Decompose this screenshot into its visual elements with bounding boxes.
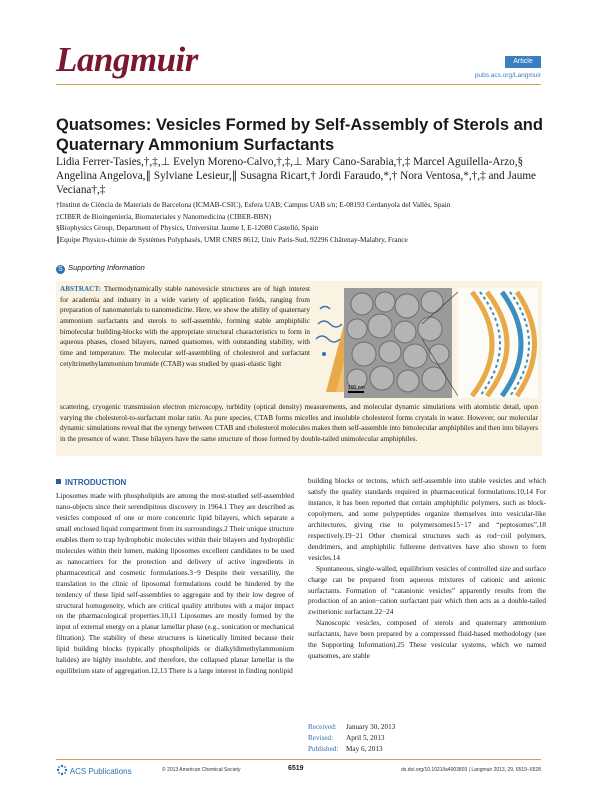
paragraph: Nanoscopic vesicles, composed of sterols and quaternary ammonium surfactants, have been prepared by a compressed fluid-based methodology (see the Supporting Information).25 These vesicular systems, which we named quatsomes, are stable [308, 619, 546, 661]
section-heading-introduction [56, 478, 126, 487]
acs-publications-logo[interactable] [56, 764, 132, 776]
publication-dates [308, 722, 395, 754]
abstract-part2: scattering, cryogenic transmission electron microscopy, turbidity (optical density) measurements, and molecular dynamic simulations with atomistic detail, upon varying the cholesterol-to-surfactant molar ratio. As pure species, CTAB forms micelles and insoluble cholesterol forms crystals in water. However, our molecular dynamic simulations reveal that the synergy between CTAB and cholesterol molecules makes them self-assemble into bimolecular amphiphiles and then into bilayers in the presence of water. These bilayers have the same structure of those formed by double-tailed unimolecular amphiphiles. [60, 403, 538, 443]
article-title: Quatsomes: Vesicles Formed by Self-Assembly of Sterols and Quaternary Ammonium Surfactants [56, 116, 543, 154]
header-divider [56, 84, 541, 85]
toc-graphic [312, 284, 540, 401]
paragraph: Liposomes made with phospholipids are among the most-studied self-assembled nano-objects since their serendipitous discovery in 1964.1 They are described as vesicles composed of one or more concentric lipid bilayers, which separate a small enclosed liquid compartment from its surroundings.2 Their unique structure enables them to trap hydrophobic molecules within their bilayers and hydrophilic molecules within their lumen, making liposomes excellent candidates to be used as nanocarriers for the protection and delivery of active ingredients in pharmaceutical and cosmetic formulations.3−9 Despite their versatility, the translation to the clinic of liposomal formulations could be hindered by the tendency of these lipid self-assemblies to aggregate and by their low degree of structural homogeneity, which are critical quality attributes with a major impact on the pharmacological properties.10,11 Liposomes are mostly formed by the input of external energy on a planar lamellar phase (e.g., sonication or mechanical filtration). The stability of these structures is kinetically limited because their lipid building blocks (typically phospholipids or dialkyldimethylammonium halides) are highly insoluble, and therefore, the collapsed planar lamellar is the equilibrium state of aggregation.12,13 There is a large interest in finding nonlipid [56, 492, 295, 676]
scale-bar-label: 100 nm [348, 385, 365, 391]
article-type-badge: Article [505, 56, 541, 68]
date-label: Revised: [308, 733, 334, 742]
supporting-info-link[interactable] [56, 263, 145, 274]
date-value: January 30, 2013 [346, 723, 396, 731]
supporting-info-label: Supporting Information [68, 263, 145, 272]
date-row [308, 733, 395, 744]
date-value: May 6, 2013 [346, 744, 383, 753]
publisher-name: ACS Publications [69, 767, 132, 776]
journal-url[interactable]: pubs.acs.org/Langmuir [474, 72, 541, 79]
copyright: © 2013 American Chemical Society [162, 767, 241, 773]
author-list: Lidia Ferrer-Tasies,†,‡,⊥ Evelyn Moreno-Calvo,†,‡,⊥ Mary Cano-Sarabia,†,‡ Marcel Aguilella-Arzo,§ Angelina Angelova,∥ Sylviane Lesieur,∥ Susagna Ricart,† Jordi Faraudo,*,† Nora Ventosa,*,†,‡ and Jaume Veciana†,‡ [56, 156, 536, 196]
date-row [308, 744, 395, 755]
acs-logo-icon [56, 764, 68, 776]
doi-citation[interactable]: dx.doi.org/10.1021/la4003803 | Langmuir 2013, 29, 6519−6528 [401, 767, 541, 773]
paragraph: building blocks or tectons, which self-assemble into stable vesicles and which satisfy the quality standards required in pharmaceutical formulations.10,14 For instance, it has been reported that certain amphiphilic polymers, such as block-copolymers, and some polypeptides organize themselves into vesicular-like architectures, giving rise to polymersomes15−17 and “peptosomes”,18 respectively.19−21 Other chemical structures such as rod−coil polymers, dendrimers, and amphiphilic fullerene derivatives have also shown to form vesicles.14 [308, 477, 546, 562]
affiliation: §Biophysics Group, Department of Physics, Universitat Jaume I, E-12080 Castelló, Spain [56, 223, 319, 233]
body-column-right [308, 476, 546, 662]
date-value: April 5, 2013 [346, 733, 385, 742]
abstract-label: ABSTRACT: [60, 285, 102, 293]
affiliations [56, 199, 546, 245]
section-heading-label: INTRODUCTION [65, 478, 127, 487]
date-label: Received: [308, 723, 337, 731]
abstract-part1 [60, 284, 310, 369]
date-label: Published: [308, 744, 339, 753]
journal-title: Langmuir [56, 40, 198, 79]
date-row [308, 722, 395, 733]
cryo-tem-image [344, 288, 452, 398]
info-s-icon: S [56, 265, 65, 274]
affiliation: ‡CIBER de Bioingeniería, Biomateriales y Nanomedicina (CIBER-BBN) [56, 211, 272, 221]
body-column-left [56, 491, 294, 677]
paragraph: Spontaneous, single-walled, equilibrium vesicles of controlled size and surface charge can be prepared from aqueous mixtures of cationic and anionic surfactants. Formation of “catanionic vesicles” apparently results from the production of an anion−cation surfactant pair which then acts as a double-tailed zwitterionic surfactant.22−24 [308, 564, 546, 617]
affiliation: ∥Equipe Physico-chimie de Systèmes Polyphasés, UMR CNRS 8612, Univ Paris-Sud, 92296 Châtenay-Malabry, France [56, 234, 408, 244]
toc-graphic-svg [312, 284, 540, 401]
abstract-body-1: Thermodynamically stable nanovesicle structures are of high interest for academia and industry in a wide variety of application fields, ranging from preparation of nanomaterials to nanomedicine. Here, we show the ability of quaternary ammonium surfactants and sterols to self-assemble, forming stable amphiphilic bimolecular building-blocks with the appropriate structural characteristics to form in aqueous phases, closed bilayers, named quatsomes, with outstanding stability, with time and temperature. The molecular self-assembling of cholesterol and surfactant cetyltrimethylammonium bromide (CTAB) was studied by quasi-elastic light [60, 285, 310, 368]
affiliation: †Institut de Ciència de Materials de Barcelona (ICMAB-CSIC), Esfera UAB; Campus UAB s/n; E-08193 Cerdanyola del Vallès, Spain [56, 200, 451, 209]
footer-divider [56, 759, 541, 760]
page-number: 6519 [288, 765, 304, 772]
bilayer-schematic-icon [458, 288, 538, 398]
section-bullet-icon [56, 479, 61, 484]
